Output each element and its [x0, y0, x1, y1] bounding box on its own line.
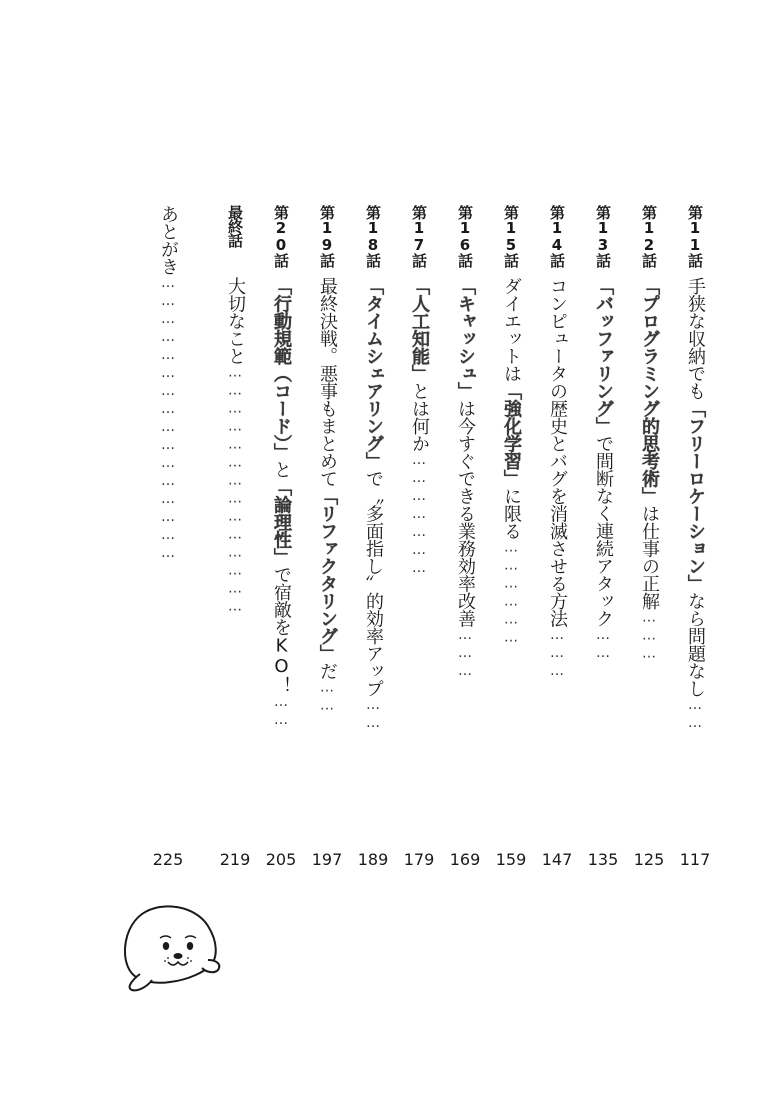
dot-leader: ………	[641, 609, 657, 664]
title-keyword: 「フリーロケーション」	[685, 399, 706, 592]
dot-leader: …………………………………………	[160, 275, 176, 563]
page-number: 189	[357, 850, 389, 869]
title-segment: 最終決戦。悪事もまとめて	[317, 277, 338, 487]
title-segment: なら問題なし	[685, 592, 706, 697]
toc-entry-ch20[interactable]	[261, 205, 301, 875]
title-segment: とは何か	[409, 382, 430, 452]
dot-leader: ………	[457, 627, 473, 681]
chapter-number: 第14話	[548, 205, 566, 267]
toc-entry-ch14[interactable]	[537, 205, 577, 875]
chapter-title	[675, 277, 715, 797]
seal-eye-right	[187, 942, 193, 950]
title-keyword: 「プログラミング的思考術」	[639, 277, 660, 505]
chapter-title	[353, 277, 393, 797]
title-keyword: 「リファクタリング」	[317, 487, 338, 662]
page-number: 147	[541, 850, 573, 869]
seal-eye-left	[163, 942, 169, 950]
title-segment: は今すぐできる業務効率改善	[455, 399, 476, 627]
chapter-title	[399, 277, 439, 797]
title-keyword: 「人工知能」	[409, 277, 430, 382]
title-segment: コンピュータの歴史とバグを消滅させる方法	[547, 277, 568, 627]
afterword-title	[148, 205, 188, 797]
title-segment: で〝多面指し〟的効率アップ	[363, 469, 384, 697]
chapter-number: 第16話	[456, 205, 474, 267]
chapter-number: 最終話	[226, 205, 244, 247]
title-segment: に限る	[501, 487, 522, 540]
chapter-title	[307, 277, 347, 797]
page-number: 225	[152, 850, 184, 869]
title-segment: あとがき	[158, 205, 179, 275]
title-keyword: 「バッファリング」	[593, 277, 614, 435]
chapter-title	[583, 277, 623, 797]
title-segment: だ	[317, 662, 338, 680]
chapter-number: 第11話	[686, 205, 704, 267]
page-number: 197	[311, 850, 343, 869]
dot-leader: ……………………………………	[227, 364, 243, 617]
chapter-title	[215, 277, 255, 797]
title-keyword: 「キャッシュ」	[455, 277, 476, 400]
chapter-title	[261, 277, 301, 797]
title-keyword: 「強化学習」	[501, 382, 522, 487]
toc-entry-ch15[interactable]	[491, 205, 531, 875]
title-segment: 手狭な収納でも	[685, 277, 706, 400]
page-number: 135	[587, 850, 619, 869]
dot-leader: …………………	[411, 452, 427, 578]
toc-entry-ch18[interactable]	[353, 205, 393, 875]
toc-entry-ch16[interactable]	[445, 205, 485, 875]
dot-leader: ……	[273, 694, 289, 730]
chapter-title	[629, 277, 669, 797]
table-of-contents	[0, 205, 780, 875]
seal-body	[125, 906, 216, 982]
page-number: 117	[679, 850, 711, 869]
chapter-title	[537, 277, 577, 797]
title-segment: ダイエットは	[501, 277, 522, 382]
dot-leader: ……	[687, 697, 703, 733]
title-keyword: 「論理性」	[271, 478, 292, 566]
dot-leader: ………………	[503, 539, 519, 648]
toc-entry-afterword[interactable]	[148, 205, 188, 875]
title-segment: で間断なく連続アタック	[593, 434, 614, 627]
toc-entry-final[interactable]	[215, 205, 255, 875]
dot-leader: ………	[549, 627, 565, 681]
chapter-number: 第15話	[502, 205, 520, 267]
chapter-number: 第19話	[318, 205, 336, 267]
seal-mascot-illustration	[118, 900, 228, 995]
chapter-number: 第13話	[594, 205, 612, 267]
toc-entry-ch19[interactable]	[307, 205, 347, 875]
chapter-title	[445, 277, 485, 797]
chapter-number: 第20話	[272, 205, 290, 267]
chapter-number: 第12話	[640, 205, 658, 267]
title-keyword: 「タイムシェアリング」	[363, 277, 384, 470]
title-segment: と	[271, 460, 292, 478]
title-keyword: 「行動規範（コード）」	[271, 277, 292, 461]
page-number: 125	[633, 850, 665, 869]
toc-entry-ch12[interactable]	[629, 205, 669, 875]
page-number: 159	[495, 850, 527, 869]
seal-nose	[174, 953, 183, 959]
page-number: 219	[219, 850, 251, 869]
title-segment: で宿敵をKO！	[271, 565, 292, 694]
chapter-number: 第18話	[364, 205, 382, 267]
title-segment: は仕事の正解	[639, 504, 660, 610]
toc-entry-ch17[interactable]	[399, 205, 439, 875]
toc-entry-ch11[interactable]	[675, 205, 715, 875]
title-segment: 大切なこと	[225, 277, 246, 365]
dot-leader: ……	[319, 679, 335, 716]
page-number: 205	[265, 850, 297, 869]
dot-leader: ……	[365, 697, 381, 733]
page-number: 179	[403, 850, 435, 869]
chapter-number: 第17話	[410, 205, 428, 267]
chapter-title	[491, 277, 531, 797]
dot-leader: ……	[595, 627, 611, 663]
page-number: 169	[449, 850, 481, 869]
toc-entry-ch13[interactable]	[583, 205, 623, 875]
